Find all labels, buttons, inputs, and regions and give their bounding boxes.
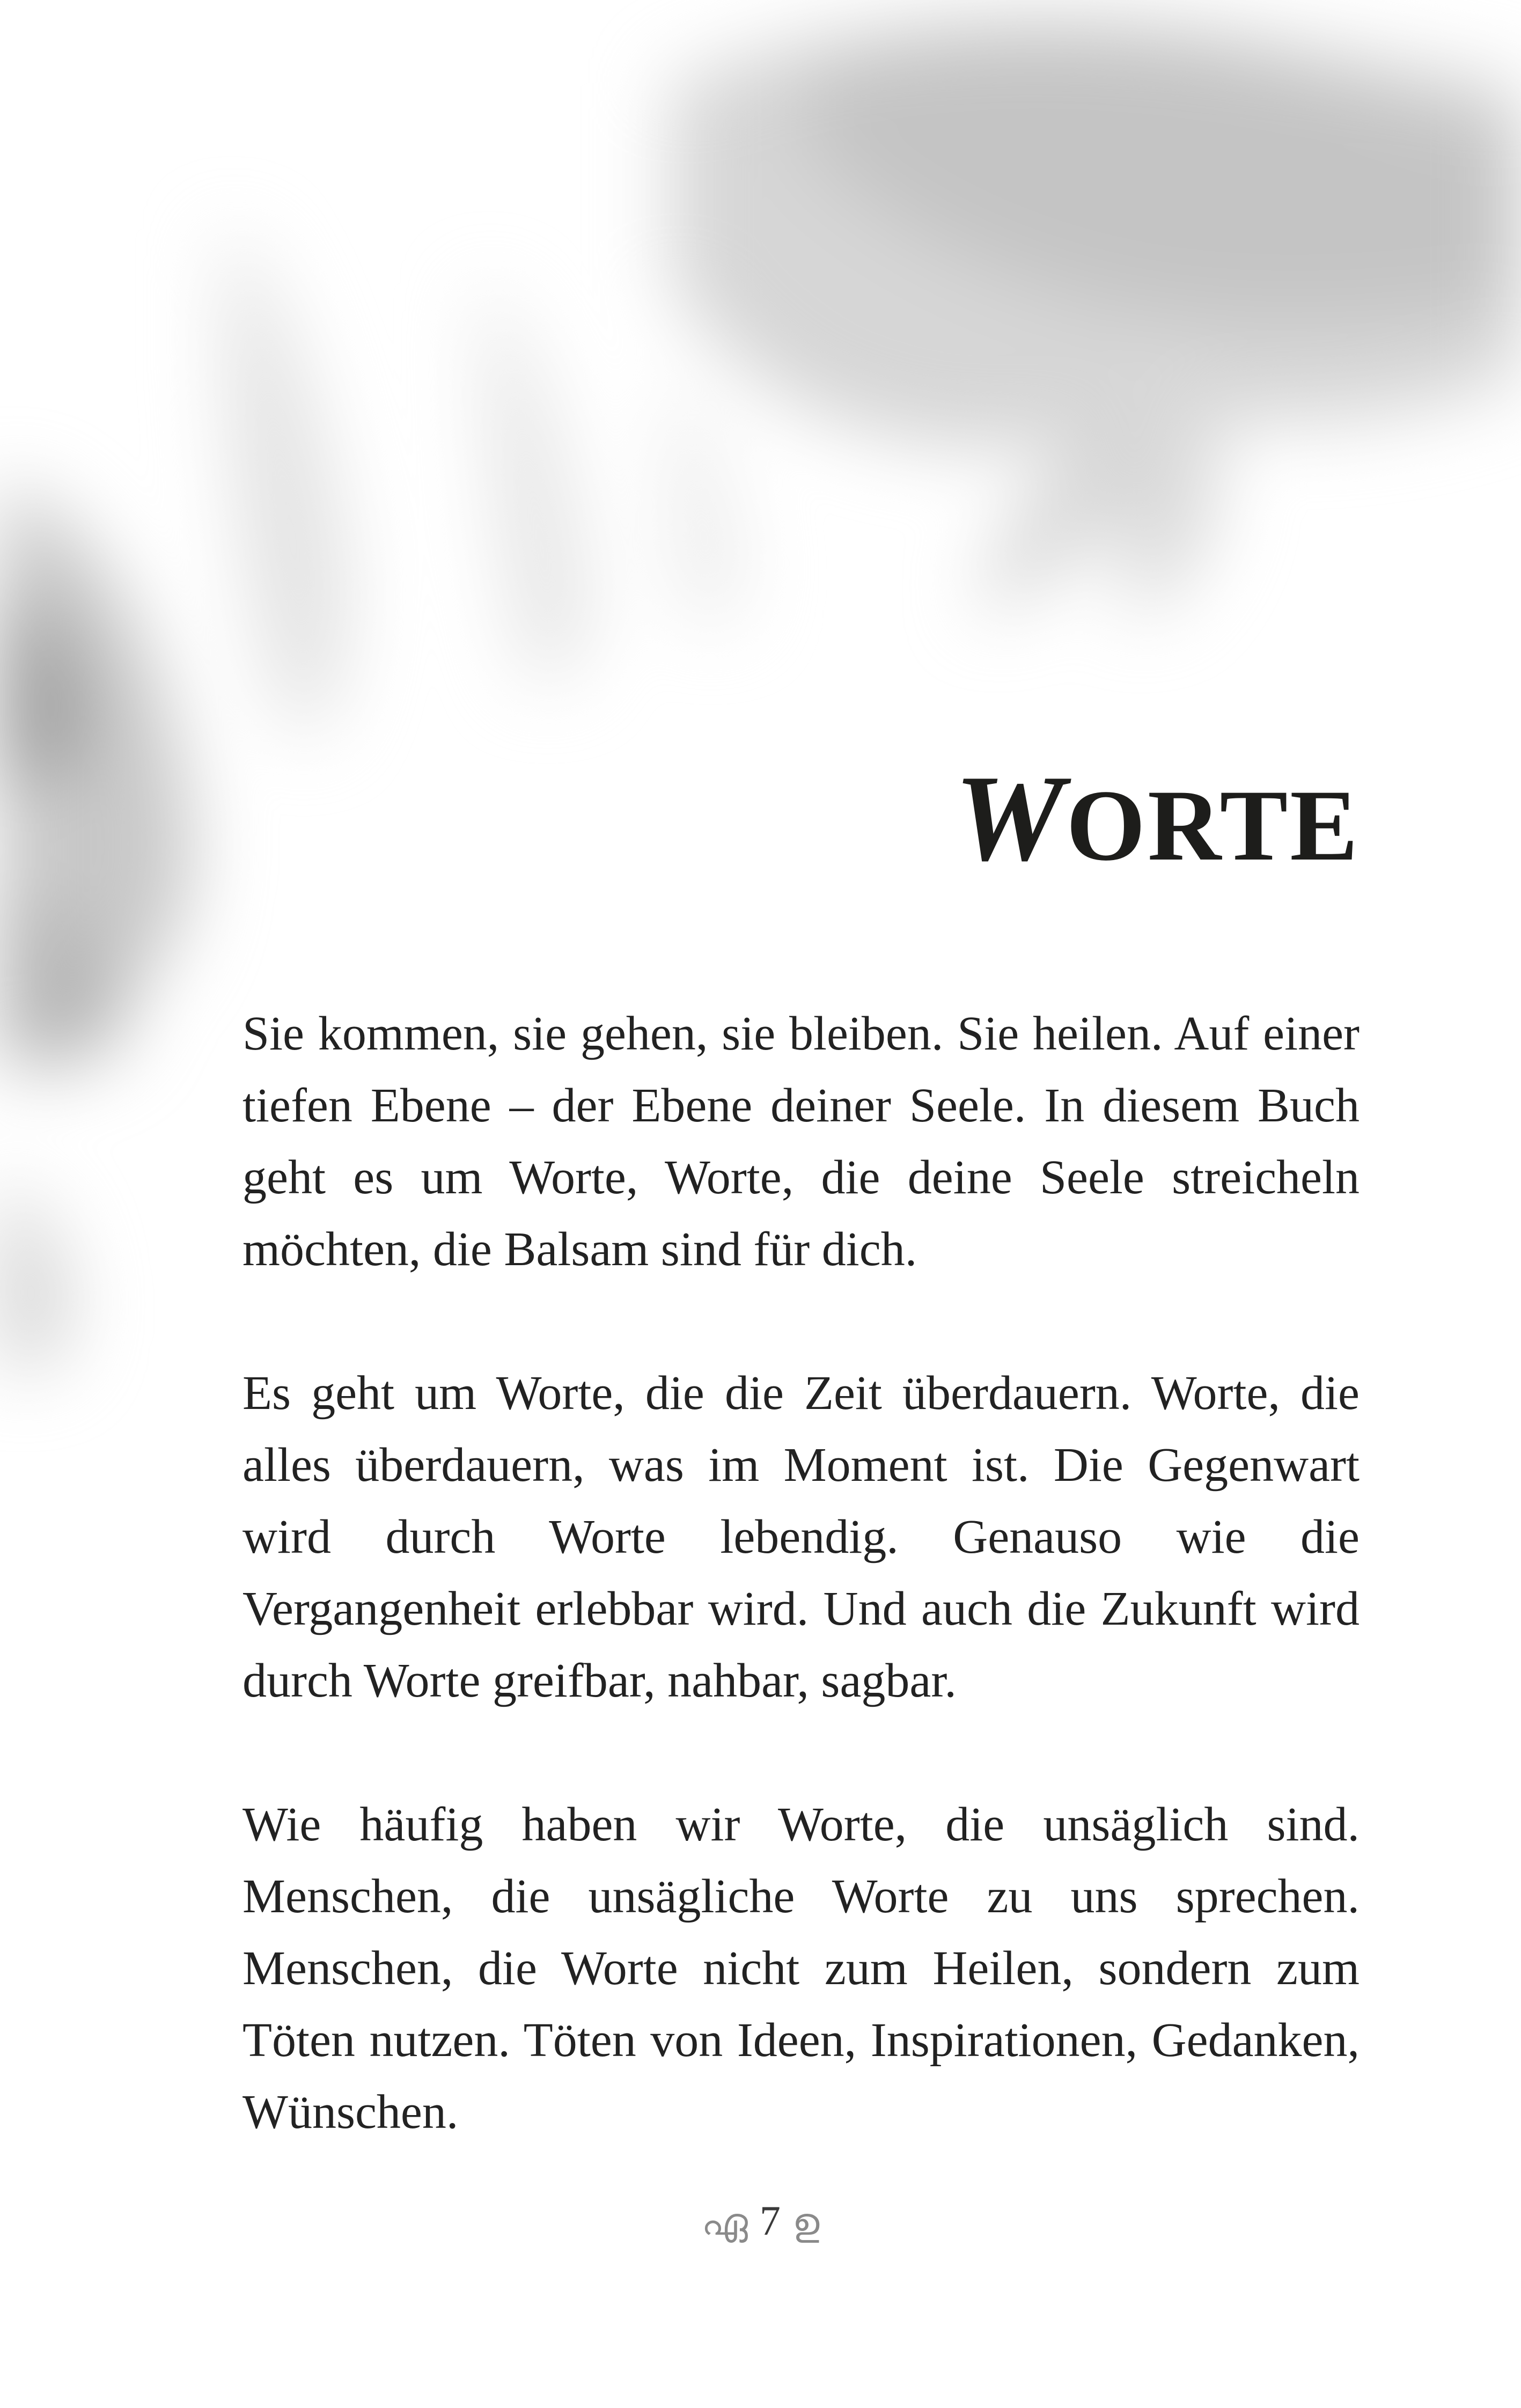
page-number: 7 xyxy=(759,2197,781,2244)
body-text xyxy=(243,998,1360,2220)
paragraph-2: Es geht um Worte, die die Zeit überdauern. Worte, die alles überdauern, was im Moment ist. Die Gegenwart wird durch Worte lebendig. Genauso wie die Vergangenheit erlebbar wird. Und auch die Zukunft wird durch Worte greifbar, nahbar, sagbar. xyxy=(243,1367,1360,1707)
paragraph-3: Wie häufig haben wir Worte, die unsäglich sind. Menschen, die unsägliche Worte zu uns sprechen. Menschen, die Worte nicht zum Heilen, sondern zum Töten nutzen. Töten von Ideen, Inspirationen, Gedanken, Wünschen. xyxy=(243,1798,1360,2139)
paragraph-1: Sie kommen, sie gehen, sie bleiben. Sie heilen. Auf einer tiefen Ebene – der Ebene deiner Seele. In diesem Buch geht es um Worte, Worte, die deine Seele streicheln möchten, die Balsam sind für dich. xyxy=(243,1007,1360,1276)
chapter-title xyxy=(954,750,1360,886)
left-ornament-icon: ഏ xyxy=(701,2202,748,2243)
chapter-title-rest: ORTE xyxy=(1066,769,1360,882)
chapter-title-initial: W xyxy=(954,750,1067,886)
page-folio xyxy=(0,2197,1521,2244)
right-ornament-icon: ഉ xyxy=(792,2202,820,2243)
